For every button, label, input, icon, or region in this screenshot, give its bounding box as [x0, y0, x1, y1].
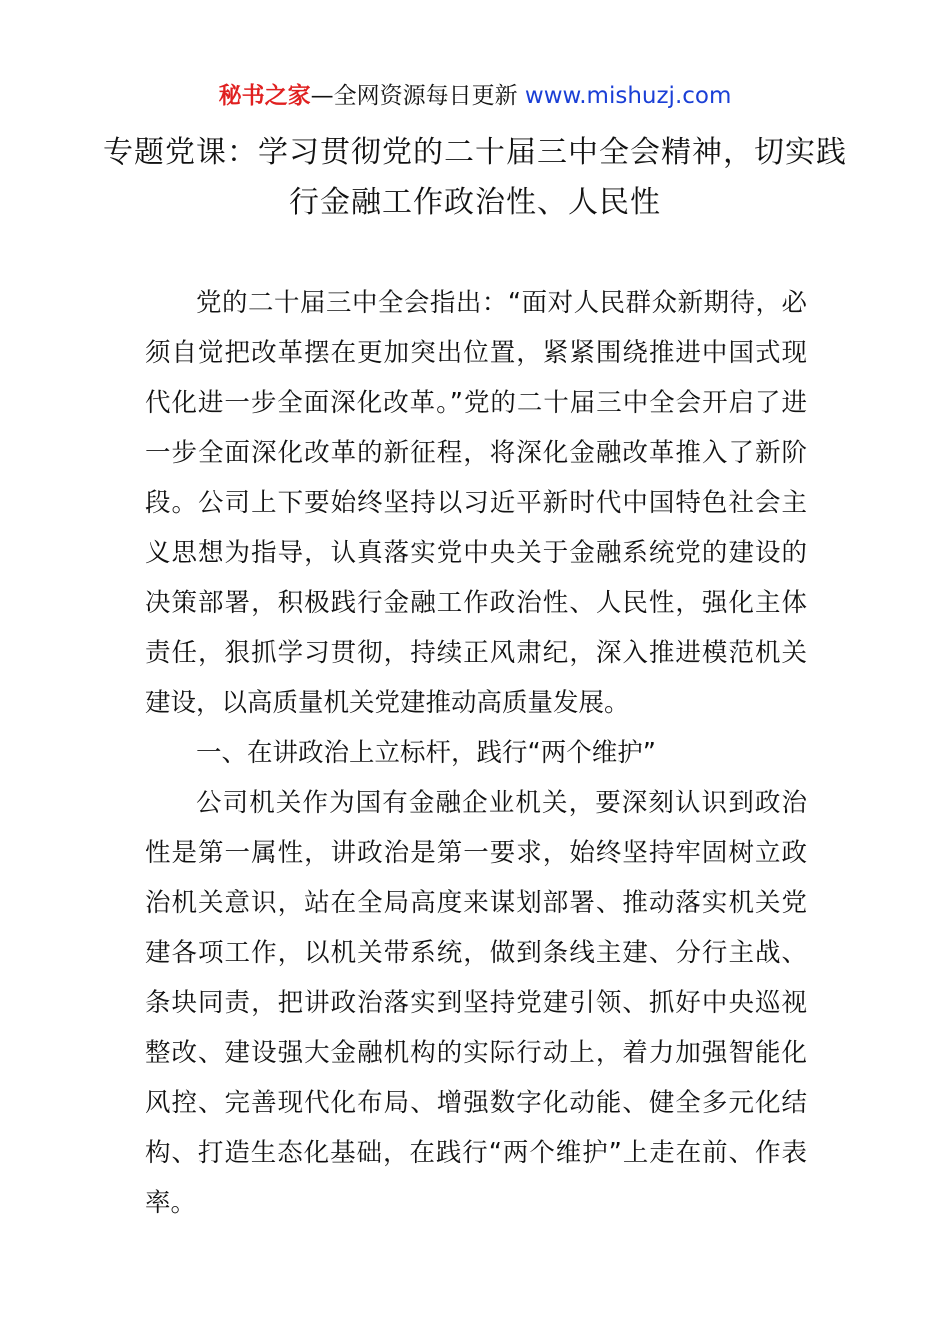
section-heading-1: 一、在讲政治上立标杆，践行“两个维护” — [196, 738, 656, 768]
site-header — [0, 80, 950, 112]
section-1-paragraph: 公司机关作为国有金融企业机关，要深刻认识到政治性是第一属性，讲政治是第一要求，始终坚持牢固树立政治机关意识，站在全局高度来谋划部署、推动落实机关党建各项工作，以机关带系统，做到条线主建、分行主战、条块同责，把讲政治落实到坚持党建引领、抓好中央巡视整改、建设强大金融机构的实际行动上，着力加强智能化风控、完善现代化布局、增强数字化动能、健全多元化结构、打造生态化基础，在践行“两个维护”上走在前、作表率。 — [145, 788, 807, 1218]
site-brand: 秘书之家 — [218, 83, 311, 109]
site-tagline: —全网资源每日更新 — [310, 83, 525, 109]
intro-paragraph: 党的二十届三中全会指出：“面对人民群众新期待，必须自觉把改革摆在更加突出位置，紧紧围绕推进中国式现代化进一步全面深化改革。”党的二十届三中全会开启了进一步全面深化改革的新征程，将深化金融改革推入了新阶段。公司上下要始终坚持以习近平新时代中国特色社会主义思想为指导，认真落实党中央关于金融系统党的建设的决策部署，积极践行金融工作政治性、人民性，强化主体责任，狠抓学习贯彻，持续正风肃纪，深入推进模范机关建设，以高质量机关党建推动高质量发展。 — [145, 288, 807, 718]
document-title: 专题党课：学习贯彻党的二十届三中全会精神，切实践行金融工作政治性、人民性 — [103, 135, 847, 220]
site-url-link[interactable]: www.mishuzj.com — [524, 83, 732, 109]
document-body — [145, 278, 807, 1228]
